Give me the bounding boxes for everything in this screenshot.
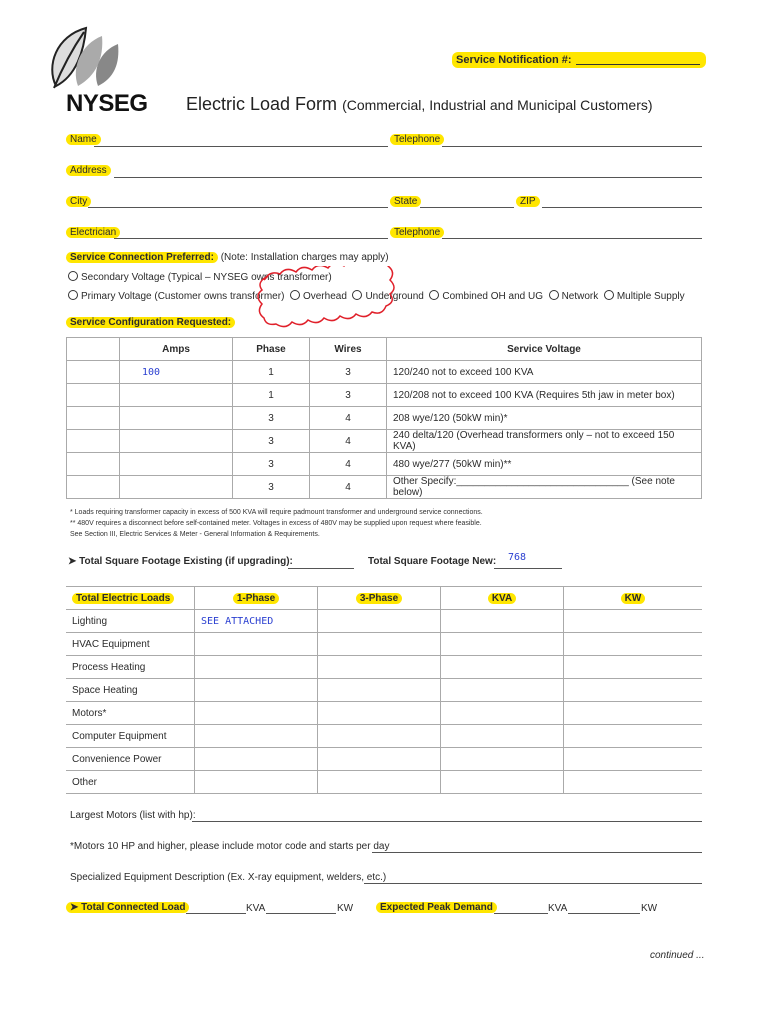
telephone-field[interactable] (442, 146, 702, 147)
electrician-field[interactable] (114, 238, 388, 239)
table-corner-cell (67, 338, 120, 361)
wires-cell: 3 (310, 384, 387, 407)
sqft-new-field[interactable] (494, 568, 562, 569)
select-cell[interactable] (67, 407, 120, 430)
radio-icon[interactable] (429, 290, 439, 300)
radio-icon[interactable] (604, 290, 614, 300)
kva-header-cell (441, 587, 564, 610)
radio-icon[interactable] (68, 271, 78, 281)
table-row (66, 725, 702, 748)
three-phase-cell[interactable] (318, 702, 441, 725)
service-configuration-table (66, 337, 702, 499)
voltage-cell: 240 delta/120 (Overhead transformers only – not to exceed 150 KVA) (387, 430, 702, 453)
total-connected-kw-unit: KW (337, 903, 354, 914)
kva-cell[interactable] (441, 679, 564, 702)
page-title: Electric Load Form (Commercial, Industrial and Municipal Customers) (186, 94, 653, 114)
zip-field[interactable] (542, 207, 702, 208)
table-row (67, 430, 702, 453)
one-phase-cell[interactable] (195, 771, 318, 794)
continued-text: continued ... (650, 950, 705, 961)
specialized-equipment-label: Specialized Equipment Description (Ex. X-ray equipment, welders, etc.) (70, 872, 387, 883)
table-row (66, 771, 702, 794)
kw-cell[interactable] (564, 748, 703, 771)
service-connection-label: Service Connection Preferred: (66, 252, 218, 263)
load-label: Computer Equipment (66, 725, 195, 748)
arrow-icon: ➤ (70, 902, 79, 913)
expected-peak-demand-label: Expected Peak Demand (376, 902, 497, 913)
overhead-option[interactable]: Overhead (290, 291, 347, 302)
wires-cell: 4 (310, 476, 387, 499)
kva-cell[interactable] (441, 610, 564, 633)
total-connected-kw-field[interactable] (266, 913, 336, 914)
three-phase-cell[interactable] (318, 725, 441, 748)
state-field[interactable] (420, 207, 514, 208)
radio-icon[interactable] (68, 290, 78, 300)
kw-cell[interactable] (564, 771, 703, 794)
largest-motors-field[interactable] (192, 821, 702, 822)
total-connected-load-label: ➤ Total Connected Load (66, 902, 189, 913)
underground-option[interactable]: Underground (352, 291, 423, 302)
table-row (66, 633, 702, 656)
logo-text: NYSEG (66, 90, 148, 117)
telephone-label: Telephone (390, 134, 444, 145)
kw-cell[interactable] (564, 610, 703, 633)
table-row (67, 476, 702, 499)
total-loads-header-cell (66, 587, 195, 610)
voltage-cell: 208 wye/120 (50kW min)* (387, 407, 702, 430)
kw-cell[interactable] (564, 656, 703, 679)
city-label: City (66, 196, 91, 207)
amps-cell[interactable]: 100 (120, 361, 233, 384)
kw-cell[interactable] (564, 633, 703, 656)
one-phase-cell[interactable] (195, 679, 318, 702)
kw-cell[interactable] (564, 679, 703, 702)
radio-icon[interactable] (549, 290, 559, 300)
combined-option[interactable]: Combined OH and UG (429, 291, 543, 302)
total-loads-header: Total Electric Loads (72, 593, 174, 604)
kw-cell[interactable] (564, 725, 703, 748)
wires-cell: 3 (310, 361, 387, 384)
load-label: Lighting (66, 610, 195, 633)
three-phase-cell[interactable] (318, 679, 441, 702)
amps-cell[interactable] (120, 453, 233, 476)
load-label: Space Heating (66, 679, 195, 702)
table-header-row (66, 587, 702, 610)
motors-10hp-label: *Motors 10 HP and higher, please include motor code and starts per day (70, 841, 390, 852)
city-field[interactable] (88, 207, 388, 208)
kva-cell[interactable] (441, 771, 564, 794)
wires-cell: 4 (310, 430, 387, 453)
phase-cell: 3 (233, 407, 310, 430)
arrow-icon: ➤ (68, 556, 77, 567)
one-phase-header-cell (195, 587, 318, 610)
three-phase-header-cell (318, 587, 441, 610)
table-row (67, 453, 702, 476)
three-phase-cell[interactable] (318, 771, 441, 794)
amps-cell[interactable] (120, 476, 233, 499)
one-phase-cell[interactable]: SEE ATTACHED (195, 610, 318, 633)
footnote-1: * Loads requiring transformer capacity in excess of 500 KVA will require padmount transformer and underground service connections. (70, 509, 483, 516)
select-cell[interactable] (67, 453, 120, 476)
voltage-cell: 120/208 not to exceed 100 KVA (Requires 5th jaw in meter box) (387, 384, 702, 407)
one-phase-cell[interactable] (195, 725, 318, 748)
table-row (66, 610, 702, 633)
secondary-voltage-option[interactable]: Secondary Voltage (Typical – NYSEG owns transformer) (68, 271, 332, 283)
one-phase-cell[interactable] (195, 748, 318, 771)
table-header-row (67, 338, 702, 361)
one-phase-cell[interactable] (195, 702, 318, 725)
expected-peak-kva-field[interactable] (494, 913, 548, 914)
largest-motors-label: Largest Motors (list with hp): (70, 810, 196, 821)
three-phase-cell[interactable] (318, 633, 441, 656)
kva-cell[interactable] (441, 656, 564, 679)
select-cell[interactable] (67, 384, 120, 407)
service-notification-label: Service Notification #: (452, 52, 706, 68)
total-connected-load-row (66, 902, 189, 913)
amps-cell[interactable] (120, 430, 233, 453)
wires-cell: 4 (310, 453, 387, 476)
red-scallop-annotation (256, 266, 416, 328)
table-row (67, 384, 702, 407)
three-phase-header: 3-Phase (356, 593, 402, 604)
voltage-cell: 480 wye/277 (50kW min)** (387, 453, 702, 476)
network-option[interactable]: Network (549, 291, 599, 302)
phase-cell: 1 (233, 384, 310, 407)
voltage-cell[interactable]: Other Specify:_______________________________ (See note below) (387, 476, 702, 499)
table-row (66, 679, 702, 702)
expected-peak-kw-unit: KW (641, 903, 658, 914)
amps-cell[interactable] (120, 384, 233, 407)
service-configuration-label: Service Configuration Requested: (66, 317, 235, 328)
telephone2-field[interactable] (442, 238, 702, 239)
name-field[interactable] (94, 146, 388, 147)
primary-voltage-option[interactable]: Primary Voltage (Customer owns transformer) (68, 291, 284, 302)
zip-label: ZIP (516, 196, 540, 207)
table-row (66, 702, 702, 725)
three-phase-cell[interactable] (318, 656, 441, 679)
phase-cell: 3 (233, 430, 310, 453)
service-connection-note: (Note: Installation charges may apply) (220, 252, 389, 263)
electrician-label: Electrician (66, 227, 120, 238)
table-row (66, 748, 702, 771)
load-label: Motors* (66, 702, 195, 725)
three-phase-cell[interactable] (318, 748, 441, 771)
kva-cell[interactable] (441, 702, 564, 725)
phase-cell: 3 (233, 453, 310, 476)
sqft-new-label: Total Square Footage New: (368, 556, 497, 567)
one-phase-header: 1-Phase (233, 593, 279, 604)
load-label: HVAC Equipment (66, 633, 195, 656)
state-label: State (390, 196, 421, 207)
multiple-supply-option[interactable]: Multiple Supply (604, 291, 685, 302)
load-label: Convenience Power (66, 748, 195, 771)
select-cell[interactable] (67, 430, 120, 453)
telephone2-label: Telephone (390, 227, 444, 238)
load-label: Process Heating (66, 656, 195, 679)
sqft-existing: ➤ Total Square Footage Existing (if upgrading): (68, 556, 293, 567)
phase-cell: 3 (233, 476, 310, 499)
kw-header: KW (621, 593, 646, 604)
table-row (67, 361, 702, 384)
wires-header: Wires (310, 338, 387, 361)
phase-cell: 1 (233, 361, 310, 384)
voltage-cell: 120/240 not to exceed 100 KVA (387, 361, 702, 384)
table-row (67, 407, 702, 430)
phase-header: Phase (233, 338, 310, 361)
table-row (66, 656, 702, 679)
specialized-equipment-field[interactable] (364, 883, 702, 884)
total-connected-kva-unit: KVA (246, 903, 266, 914)
kw-cell[interactable] (564, 702, 703, 725)
load-label: Other (66, 771, 195, 794)
kva-cell[interactable] (441, 725, 564, 748)
kw-header-cell (564, 587, 703, 610)
total-connected-kva-field[interactable] (186, 913, 246, 914)
sqft-new-value[interactable]: 768 (508, 552, 527, 563)
service-connection-row (66, 252, 389, 263)
footnote-3: See Section III, Electric Services & Meter - General Information & Requirements. (70, 531, 320, 538)
electric-loads-table (66, 586, 702, 794)
select-cell[interactable] (67, 361, 120, 384)
wires-cell: 4 (310, 407, 387, 430)
service-voltage-header: Service Voltage (387, 338, 702, 361)
motors-10hp-field[interactable] (372, 852, 702, 853)
expected-peak-kw-field[interactable] (568, 913, 640, 914)
one-phase-cell[interactable] (195, 633, 318, 656)
amps-header: Amps (120, 338, 233, 361)
page-subtitle: (Commercial, Industrial and Municipal Customers) (342, 97, 653, 113)
kva-header: KVA (488, 593, 516, 604)
kva-cell[interactable] (441, 748, 564, 771)
sqft-existing-field[interactable] (288, 568, 354, 569)
footnotes (70, 507, 483, 540)
footnote-2: ** 480V requires a disconnect before self-contained meter. Voltages in excess of 480V may be supplied upon request where feasible. (70, 520, 482, 527)
expected-peak-kva-unit: KVA (548, 903, 568, 914)
address-label: Address (66, 165, 111, 176)
amps-cell[interactable] (120, 407, 233, 430)
name-label: Name (66, 134, 101, 145)
select-cell[interactable] (67, 476, 120, 499)
kva-cell[interactable] (441, 633, 564, 656)
nyseg-leaves-logo (46, 26, 126, 96)
address-field[interactable] (114, 177, 702, 178)
three-phase-cell[interactable] (318, 610, 441, 633)
one-phase-cell[interactable] (195, 656, 318, 679)
